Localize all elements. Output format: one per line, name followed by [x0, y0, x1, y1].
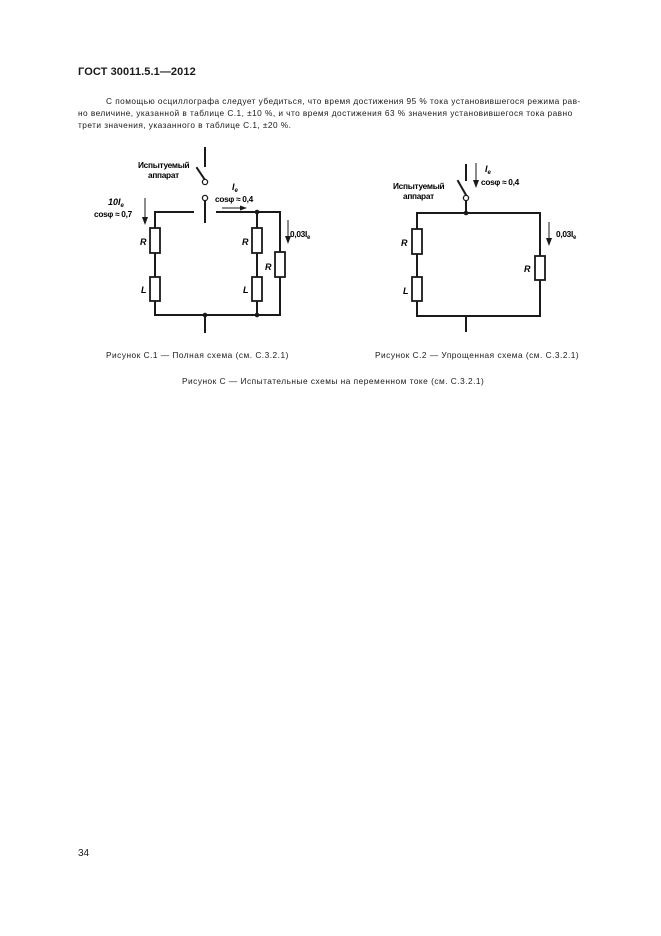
document-header: ГОСТ 30011.5.1—2012 [78, 66, 196, 78]
c1-l-left: L [141, 285, 147, 295]
c1-cos-label: cosφ ≈ 0,4 [215, 194, 253, 204]
c2-resistor-right [535, 256, 545, 280]
paragraph-line-3: трети значения, указанного в таблице С.1, ±20 %. [78, 120, 292, 130]
c1-l-middle: L [243, 285, 249, 295]
c2-shunt-current-label: $0,03I_е$ [556, 229, 577, 241]
c2-l-left: L [403, 286, 409, 296]
c1-device-label-2: аппарат [148, 170, 179, 180]
c2-cos-label: cosφ ≈ 0,4 [481, 177, 519, 187]
c1-ie-label: $I_е$ [232, 182, 238, 194]
page-number: 34 [78, 848, 90, 859]
paragraph-line-1: С помощью осциллографа следует убедиться, что время достижения 95 % тока установившегося режима рав- [106, 96, 581, 106]
c2-arrow-shunt-current [546, 222, 552, 246]
c1-r-shunt: R [265, 262, 272, 272]
c2-r-left: R [401, 238, 408, 248]
c2-r-right: R [524, 264, 531, 274]
c2-device-label-2: аппарат [403, 191, 434, 201]
c1-r-left: R [140, 237, 147, 247]
c1-r-middle: R [242, 237, 249, 247]
c2-ie-label: $I_е$ [485, 164, 491, 176]
c1-device-label-1: Испытуемый [138, 160, 190, 170]
c2-inductor-left [412, 277, 422, 301]
figure-c2-caption: Рисунок С.2 — Упрощенная схема (см. С.3.2.1) [375, 350, 580, 360]
c1-left-current-label: $10I_е$ [108, 197, 124, 209]
c2-device-label-1: Испытуемый [393, 181, 445, 191]
c2-resistor-left [412, 229, 422, 254]
c2-arrow-ie-current [473, 163, 479, 188]
c1-shunt-current-label: $0,03I_е$ [290, 229, 311, 241]
paragraph-line-2: но величине, указанной в таблице С.1, ±10 %, и что время достижения 63 % значения установившегося тока равно [78, 108, 573, 118]
figure-c1-caption: Рисунок С.1 — Полная схема (см. С.3.2.1) [106, 350, 289, 360]
c1-left-cos-label: cosφ ≈ 0,7 [94, 209, 132, 219]
figure-c-caption: Рисунок С — Испытательные схемы на переменном токе (см. С.3.2.1) [182, 376, 485, 386]
